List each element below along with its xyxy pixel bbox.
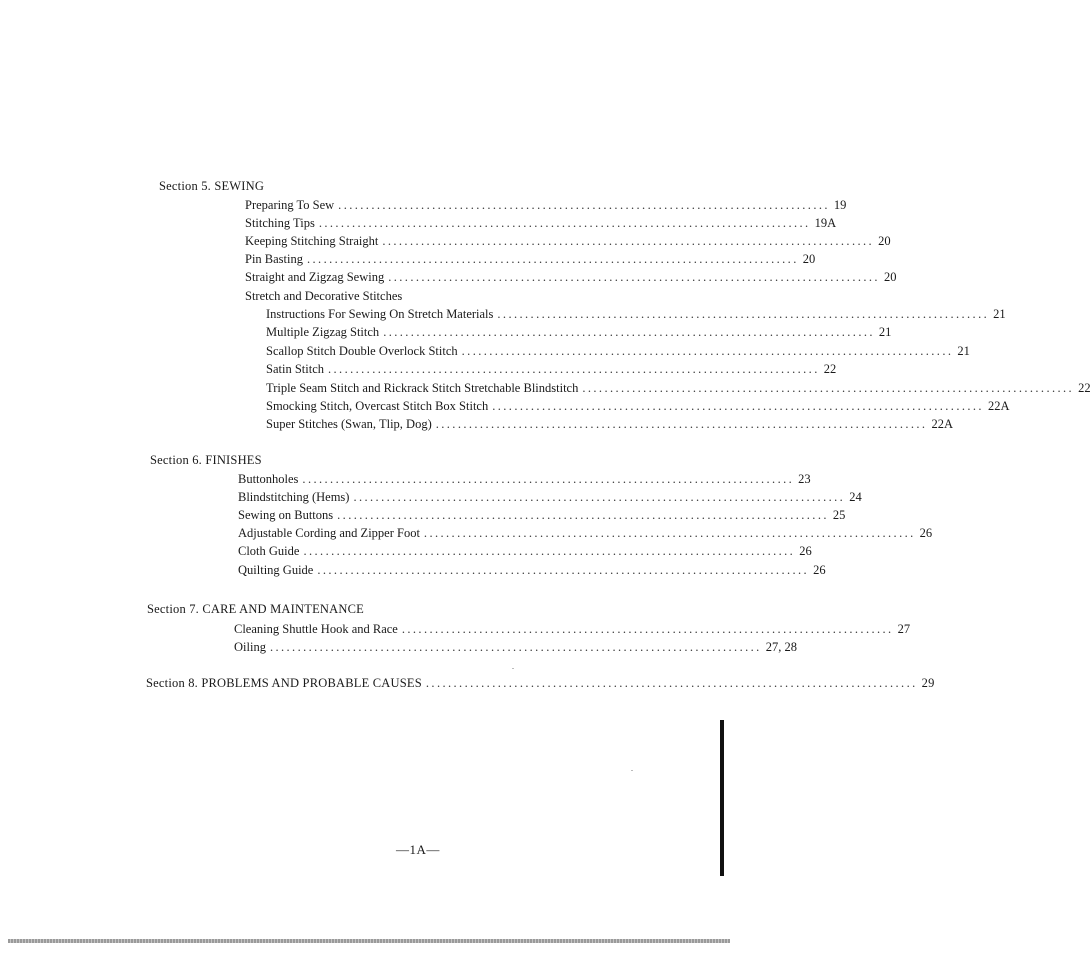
section-6-heading: Section 6. FINISHES	[150, 453, 262, 467]
toc-entry-title: Triple Seam Stitch and Rickrack Stitch Stretchable Blindstitch	[266, 381, 579, 395]
toc-entry-title: Buttonholes	[238, 472, 299, 486]
dot-leader: .........................................................................................	[307, 252, 799, 266]
section-8-heading[interactable]	[146, 674, 935, 692]
toc-entry[interactable]	[238, 506, 846, 524]
toc-entry-title: Cleaning Shuttle Hook and Race	[234, 622, 398, 636]
toc-subheading: Stretch and Decorative Stitches	[245, 289, 403, 303]
dot-leader: .........................................................................................	[423, 526, 916, 540]
toc-entry-title: Blindstitching (Hems)	[238, 490, 350, 504]
dot-leader: .........................................................................................	[328, 362, 820, 376]
toc-entry[interactable]	[238, 542, 812, 560]
dot-leader: .........................................................................................	[318, 216, 811, 230]
toc-entry-page: 22	[823, 362, 837, 376]
dot-leader: .........................................................................................	[303, 544, 796, 558]
toc-entry[interactable]	[245, 214, 837, 232]
dot-leader: .........................................................................................	[337, 508, 829, 522]
toc-entry[interactable]	[245, 196, 847, 214]
toc-entry-title: Oiling	[234, 640, 266, 654]
toc-entry[interactable]	[234, 638, 797, 656]
toc-entry-title: Smocking Stitch, Overcast Stitch Box Stitch	[266, 399, 489, 413]
dot-leader: .........................................................................................	[401, 622, 894, 636]
toc-entry[interactable]	[238, 488, 862, 506]
toc-entry-page: 21	[993, 307, 1006, 321]
dot-leader: .........................................................................................	[388, 270, 880, 284]
toc-entry-page: 22A	[931, 417, 953, 431]
dot-leader: .........................................................................................	[582, 381, 1075, 395]
toc-entry-page: 21	[878, 325, 892, 339]
toc-entry-page: 23	[798, 472, 811, 486]
toc-entry-page: 19	[833, 198, 847, 212]
toc-entry-title: Multiple Zigzag Stitch	[266, 325, 380, 339]
dot-leader: .........................................................................................	[302, 472, 795, 486]
toc-entry[interactable]	[234, 620, 911, 638]
toc-entry[interactable]	[266, 323, 892, 341]
dot-leader: .........................................................................................	[461, 344, 954, 358]
toc-entry-page: 29	[921, 676, 935, 690]
toc-entry[interactable]	[245, 268, 897, 286]
toc-entry-page: 27	[897, 622, 911, 636]
toc-entry[interactable]	[245, 250, 816, 268]
toc-entry-title: Adjustable Cording and Zipper Foot	[238, 526, 420, 540]
scan-speck	[631, 770, 633, 771]
toc-entry-page: 26	[799, 544, 812, 558]
toc-entry-title: Stitching Tips	[245, 216, 315, 230]
toc-entry[interactable]	[266, 397, 1010, 415]
toc-entry-page: 26	[919, 526, 933, 540]
toc-entry-title: Instructions For Sewing On Stretch Materials	[266, 307, 494, 321]
section-7-heading: Section 7. CARE AND MAINTENANCE	[147, 602, 364, 616]
toc-entry-title: Straight and Zigzag Sewing	[245, 270, 385, 284]
toc-entry-page: 20	[883, 270, 897, 284]
toc-entry-title: Cloth Guide	[238, 544, 300, 558]
dot-leader: .........................................................................................	[425, 676, 918, 690]
toc-entry[interactable]	[266, 342, 970, 360]
toc-entry-page: 24	[849, 490, 862, 504]
toc-entry-title: Section 8. PROBLEMS AND PROBABLE CAUSES	[146, 676, 422, 690]
toc-entry[interactable]	[238, 470, 811, 488]
toc-entry[interactable]	[266, 360, 837, 378]
toc-entry-title: Keeping Stitching Straight	[245, 234, 379, 248]
toc-entry[interactable]	[266, 305, 1006, 323]
toc-entry[interactable]	[266, 379, 1091, 397]
dot-leader: .........................................................................................	[497, 307, 990, 321]
toc-entry[interactable]	[266, 415, 953, 433]
toc-entry-page: 21	[957, 344, 970, 358]
toc-entry-title: Sewing on Buttons	[238, 508, 334, 522]
dot-leader: .........................................................................................	[382, 234, 875, 248]
toc-entry-title: Quilting Guide	[238, 563, 314, 577]
section-5-heading: Section 5. SEWING	[159, 179, 265, 193]
page-number: —1A—	[396, 842, 440, 857]
toc-entry-page: 27, 28	[765, 640, 797, 654]
toc-entry-title: Scallop Stitch Double Overlock Stitch	[266, 344, 458, 358]
toc-entry-page: 22A	[987, 399, 1010, 413]
scan-bottom-band	[8, 939, 730, 943]
dot-leader: .........................................................................................	[317, 563, 810, 577]
toc-entry-page: 26	[813, 563, 826, 577]
toc-entry-title: Super Stitches (Swan, Tlip, Dog)	[266, 417, 432, 431]
toc-entry[interactable]	[238, 524, 933, 542]
scan-edge-bar	[720, 720, 724, 876]
toc-entry[interactable]	[245, 232, 891, 250]
toc-entry-title: Pin Basting	[245, 252, 303, 266]
toc-entry-page: 22	[1078, 381, 1091, 395]
toc-entry-page: 20	[878, 234, 891, 248]
dot-leader: .........................................................................................	[435, 417, 928, 431]
toc-entry-page: 20	[802, 252, 816, 266]
dot-leader: .........................................................................................	[269, 640, 762, 654]
dot-leader: .........................................................................................	[383, 325, 875, 339]
dot-leader: .........................................................................................	[492, 399, 984, 413]
dot-leader: .........................................................................................	[338, 198, 830, 212]
toc-entry-page: 25	[832, 508, 846, 522]
toc-entry-title: Satin Stitch	[266, 362, 324, 376]
scan-speck	[512, 668, 514, 669]
dot-leader: .........................................................................................	[353, 490, 846, 504]
toc-entry-title: Preparing To Sew	[245, 198, 335, 212]
toc-entry[interactable]	[238, 561, 826, 579]
toc-entry-page: 19A	[814, 216, 837, 230]
